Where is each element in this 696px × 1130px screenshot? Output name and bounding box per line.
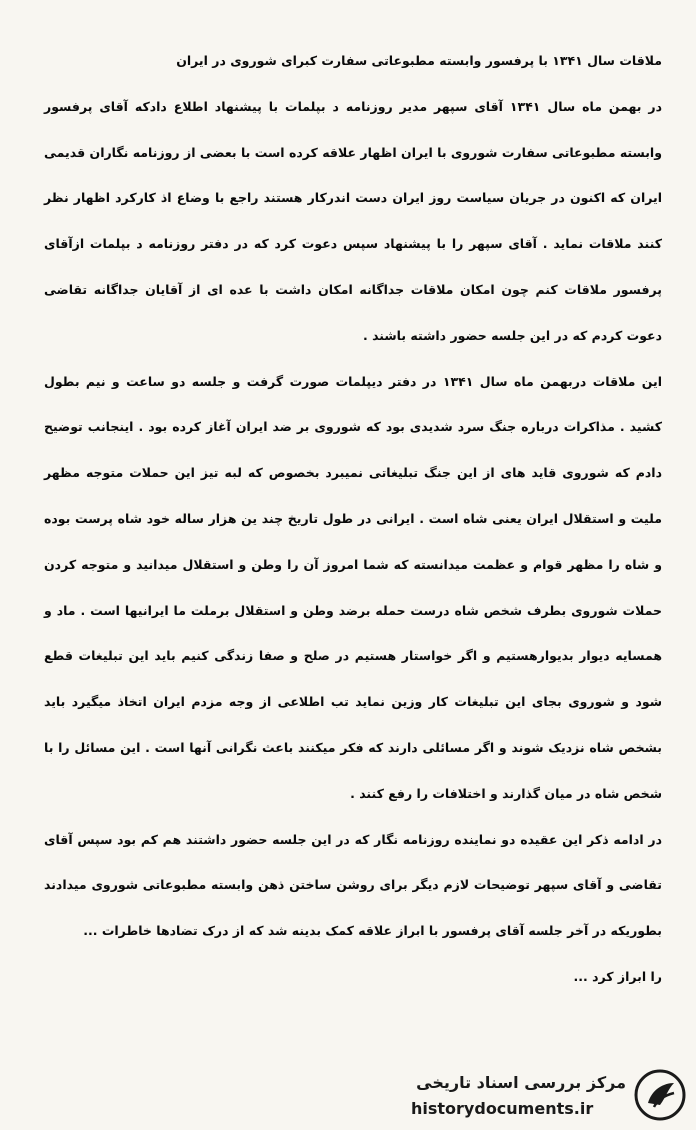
scroll-emblem-icon <box>634 1069 686 1121</box>
paragraph-heading: ملاقات سال ۱۳۴۱ با پرفسور وابسته مطبوعاتی سفارت کبرای شوروی در ایران <box>176 53 662 68</box>
paragraph-1: در بهمن ماه سال ۱۳۴۱ آقای سپهر مدیر روزنامه د بپلمات با پیشنهاد اطلاع دادکه آقای پرفسور وابسته مطبوعاتی سفارت شوروی با ایران اظهار علاقه کرده است با بعضی از روزنامه نگاران قدیمی ایران که اکنون در جریان سیاست روز ایران دست اندرکار هستند راجع با وضاع اذ کارکرد اظهار نظر کنند ملاقات نماید . آقای سپهر را با پیشنهاد سپس دعوت کرد که در دفتر روزنامه د بپلمات ازآقای پرفسور ملاقات کنم چون امکان ملاقات جداگانه امکان داشت با عده ای از آقایان جداگانه تقاضی دعوت کردم که در این جلسه حضور داشته باشند . <box>44 98 662 343</box>
document-body <box>44 38 662 1000</box>
watermark-url: historydocuments.ir <box>411 1099 594 1118</box>
watermark-title: مرکز بررسی اسناد تاریخی <box>416 1073 626 1092</box>
paragraph-4: را ابراز کرد ... <box>573 968 662 984</box>
paragraph-2: این ملاقات دربهمن ماه سال ۱۳۴۱ در دفتر دیپلمات صورت گرفت و جلسه دو ساعت و نیم بطول کشید . مذاکرات درباره جنگ سرد شدیدی بود که شوروی بر ضد ایران آغاز کرده بود . اینجانب توضیح دادم که شوروی قاید های از این جنگ تبلیغاتی نمیبرد بخصوص که لبه تیز این حملات متوجه مظهر ملیت و استقلال ایران یعنی شاه است . ایرانی در طول تاریخ چند ین هزار ساله خود شاه پرست بوده و شاه را مظهر قوام و عظمت میدانسته که شما امروز آن را وطن و استقلال میدانید و متوجه کردن حملات شوروی بطرف شخص شاه درست حمله برضد وطن و استقلال برملت ما ایرانیها است . ماد و همسایه دیوار بدیوارهستیم و اگر خواستار هستیم در صلح و صفا زندگی کنیم باید این تبلیغات قطع شود و شوروی بجای این تبلیغات کار وزین نماید تب اطلاعی از وجه مزدم ایران اتخاذ میگیرد باید بشخص شاه نزدیک شوند و اگر مسائلی دارند که فکر میکنند باعث نگرانی آنها است . این مسائل را با شخص شاه در میان گذارند و اختلافات را رفع کنند . <box>44 373 662 801</box>
watermark <box>401 1065 686 1125</box>
paragraph-3: در ادامه ذکر این عقیده دو نماینده روزنامه نگار که در این جلسه حضور داشتند هم کم بود سپس آقای تقاضی و آقای سپهر توضیحات لازم دیگر برای روشن ساختن ذهن وابسته مطبوعاتی شوروی میدادند بطوریکه در آخر جلسه آقای پرفسور با ابراز علاقه کمک بدینه شد که از درک تضادها خاطرات ... <box>44 831 662 939</box>
